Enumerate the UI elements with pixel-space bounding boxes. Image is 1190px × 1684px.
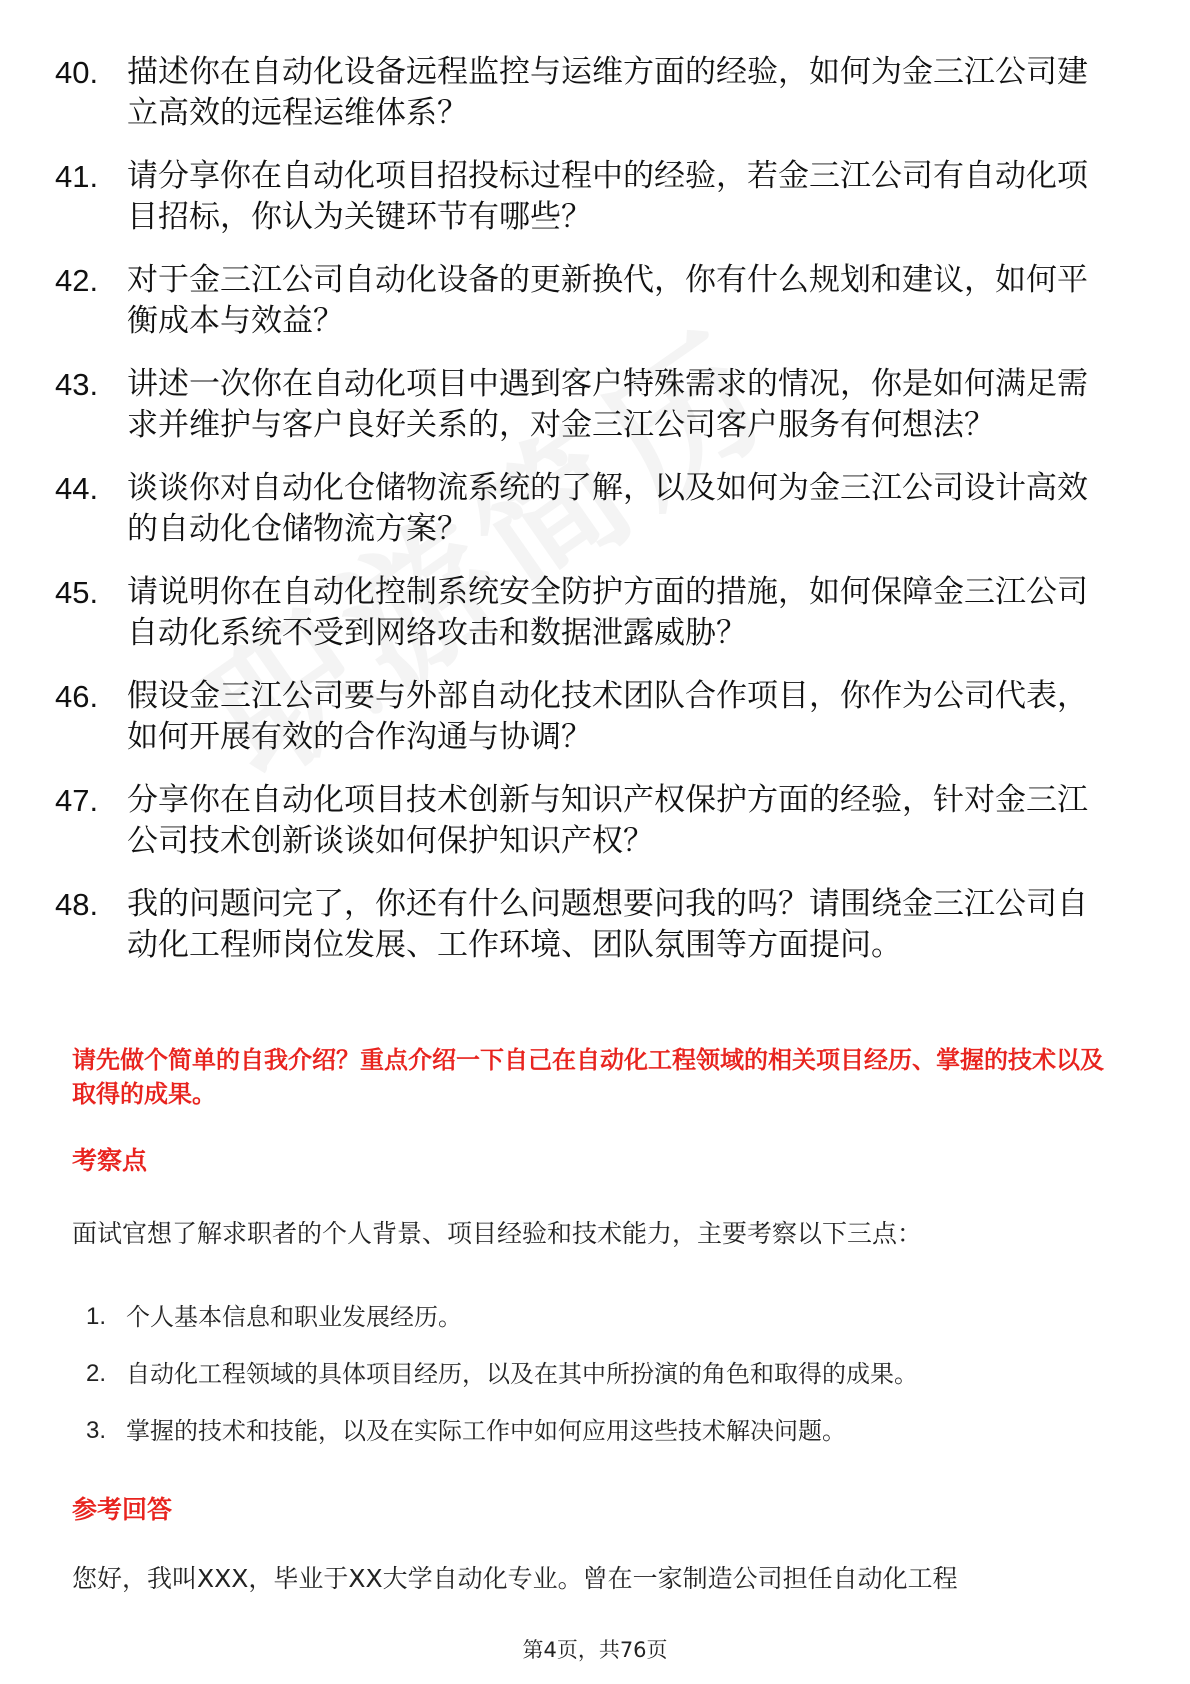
- question-number: 41.: [55, 159, 99, 194]
- question-text: 我的问题问完了，你还有什么问题想要问我的吗？请围绕金三江公司自动化工程师岗位发展、工作环境、团队氛围等方面提问。: [127, 886, 1088, 963]
- question-number: 40.: [55, 55, 99, 90]
- focus-intro: 面试官想了解求职者的个人背景、项目经验和技术能力，主要考察以下三点：: [72, 1219, 923, 1248]
- focus-point-number: 2.: [86, 1360, 107, 1387]
- list-item: [55, 676, 1115, 758]
- focus-point-text: 个人基本信息和职业发展经历。: [126, 1303, 462, 1331]
- question-text: 分享你在自动化项目技术创新与知识产权保护方面的经验，针对金三江公司技术创新谈谈如何保护知识产权？: [127, 782, 1088, 859]
- list-item: [55, 572, 1115, 654]
- page-footer: 第4页，共76页: [522, 1638, 668, 1662]
- question-number: 48.: [55, 887, 99, 922]
- list-item: [55, 468, 1115, 550]
- question-text: 谈谈你对自动化仓储物流系统的了解，以及如何为金三江公司设计高效的自动化仓储物流方案？: [127, 470, 1088, 547]
- list-item: [86, 1414, 1086, 1448]
- answer-text: 您好，我叫XXX，毕业于XX大学自动化专业。曾在一家制造公司担任自动化工程: [72, 1564, 958, 1593]
- question-text: 描述你在自动化设备远程监控与运维方面的经验，如何为金三江公司建立高效的远程运维体系？: [127, 54, 1088, 131]
- section-question: 请先做个简单的自我介绍？重点介绍一下自己在自动化工程领域的相关项目经历、掌握的技术以及取得的成果。: [72, 1046, 1104, 1108]
- question-number: 45.: [55, 575, 99, 610]
- answer-heading: 参考回答: [72, 1495, 173, 1524]
- list-item: [55, 884, 1115, 966]
- focus-point-text: 自动化工程领域的具体项目经历，以及在其中所扮演的角色和取得的成果。: [126, 1360, 918, 1388]
- question-number: 43.: [55, 367, 99, 402]
- question-text: 假设金三江公司要与外部自动化技术团队合作项目，你作为公司代表，如何开展有效的合作沟通与协调？: [127, 678, 1088, 755]
- list-item: [86, 1300, 1086, 1334]
- question-number: 47.: [55, 783, 99, 818]
- list-item: [55, 364, 1115, 446]
- question-number: 44.: [55, 471, 99, 506]
- focus-point-list: [86, 1300, 1086, 1471]
- list-item: [55, 52, 1115, 134]
- focus-point-number: 1.: [86, 1303, 107, 1330]
- list-item: [55, 260, 1115, 342]
- focus-heading: 考察点: [72, 1146, 148, 1175]
- question-text: 讲述一次你在自动化项目中遇到客户特殊需求的情况，你是如何满足需求并维护与客户良好关系的，对金三江公司客户服务有何想法？: [127, 366, 1088, 443]
- question-text: 请说明你在自动化控制系统安全防护方面的措施，如何保障金三江公司自动化系统不受到网络攻击和数据泄露威胁？: [127, 574, 1088, 651]
- list-item: [55, 780, 1115, 862]
- question-list: [55, 52, 1115, 988]
- question-number: 46.: [55, 679, 99, 714]
- focus-point-text: 掌握的技术和技能，以及在实际工作中如何应用这些技术解决问题。: [126, 1417, 846, 1445]
- list-item: [86, 1357, 1086, 1391]
- focus-point-number: 3.: [86, 1417, 107, 1444]
- question-text: 对于金三江公司自动化设备的更新换代，你有什么规划和建议，如何平衡成本与效益？: [127, 262, 1088, 339]
- list-item: [55, 156, 1115, 238]
- question-text: 请分享你在自动化项目招投标过程中的经验，若金三江公司有自动化项目招标，你认为关键环节有哪些？: [127, 158, 1088, 235]
- question-number: 42.: [55, 263, 99, 298]
